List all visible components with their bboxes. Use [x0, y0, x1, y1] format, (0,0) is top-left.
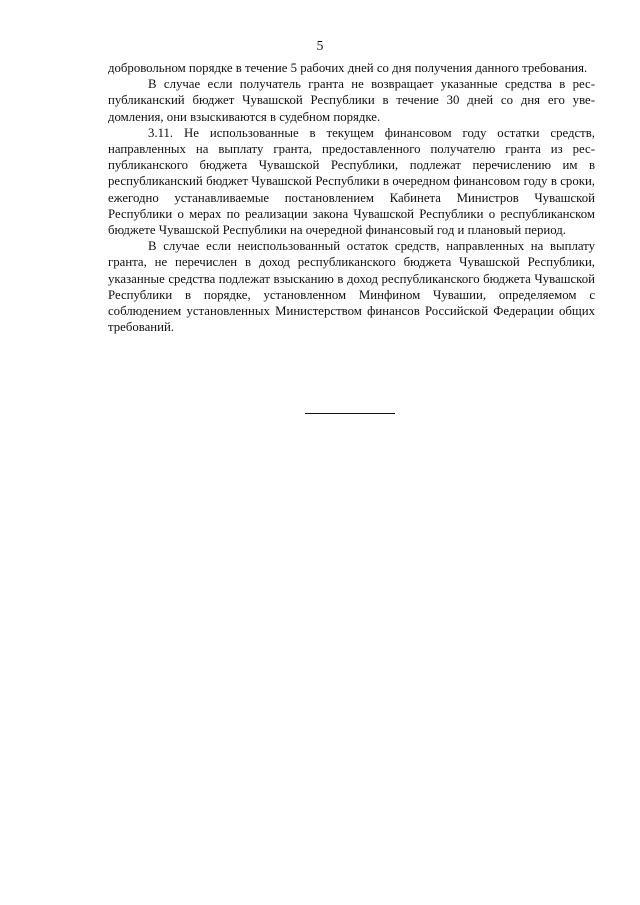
- paragraph-refund-deadline: добровольном порядке в течение 5 рабочих дней со дня получения данного требования.: [108, 61, 588, 75]
- paragraph-unused-balances: 3.11. Не использованные в текущем финансовом году остатки средств, направленных на выплату гранта, предоставленного получателю гранта из республиканского бюджета Чувашской Республики, подлежат перечислению им в республиканский бюджет Чувашской Республики в очередном финансовом году в сроки, ежегодно устанавливаемые постановлением Кабинета Министров Чувашской Республики о мерах по реализации закона Чувашской Республики о республиканском бюджете Чувашской Республики на очередной финансовый год и плановый период.: [108, 125, 595, 238]
- document-body: [108, 60, 595, 335]
- paragraph-court-recovery: В случае если получатель гранта не возвращает указанные средства в республиканский бюджет Чувашской Республики в течение 30 дней со дня его уведомления, они взыскиваются в судебном порядке.: [108, 77, 595, 124]
- paragraph-recovery-to-budget: В случае если неиспользованный остаток средств, направленных на выплату гранта, не перечислен в доход республиканского бюджета Чувашской Республики, указанные средства подлежат взысканию в доход республиканского бюджета Чувашской Республики в порядке, установленном Минфином Чувашии, определяемом с соблюдением установленных Министерством финансов Российской Федерации общих требований.: [108, 239, 595, 335]
- page-number: 5: [316, 38, 324, 53]
- end-separator-line: [305, 413, 395, 414]
